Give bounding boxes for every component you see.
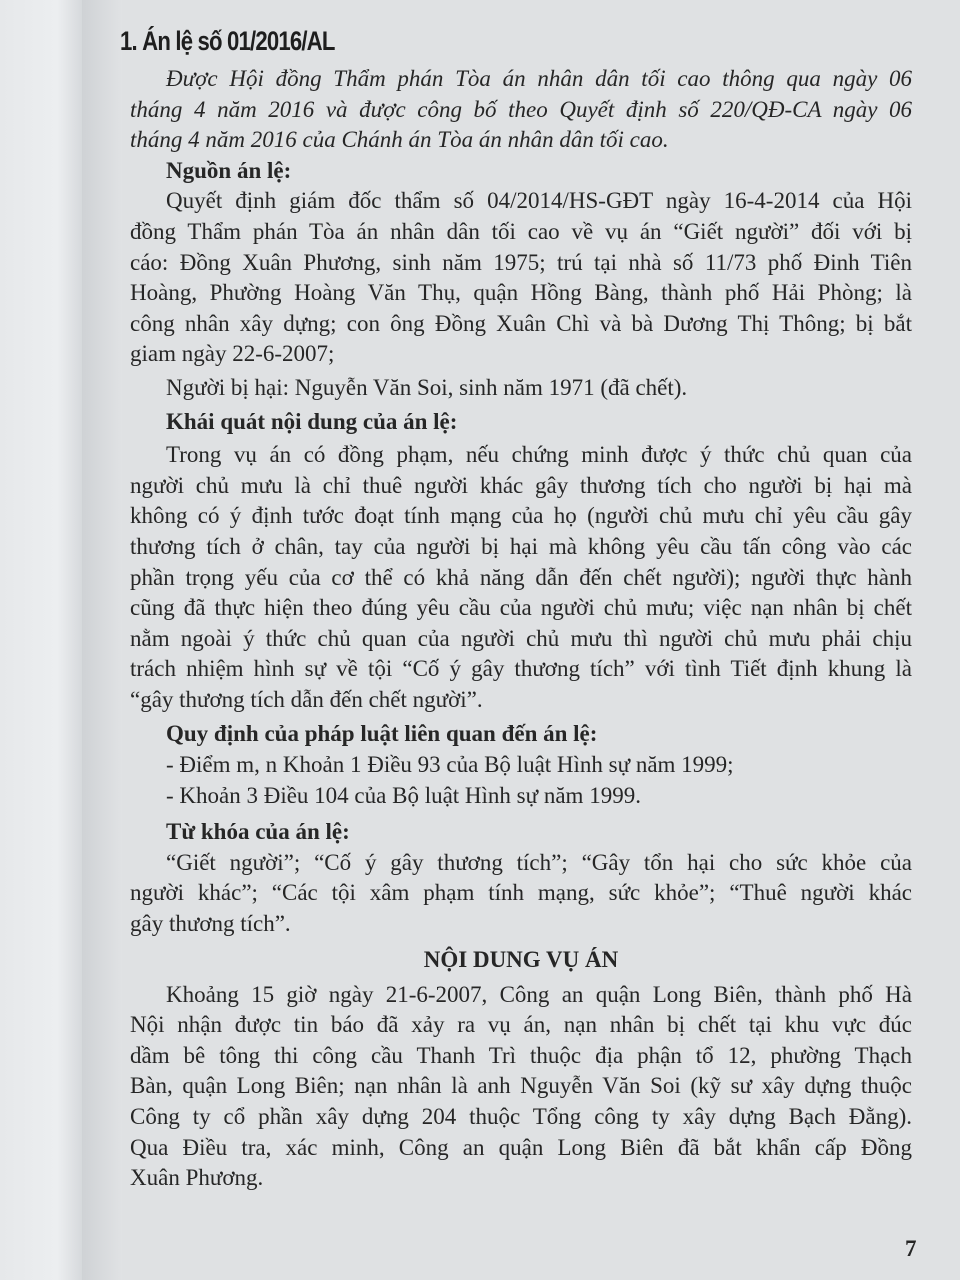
summary-paragraph xyxy=(130,440,912,715)
case-paragraph xyxy=(130,980,912,1194)
book-gutter xyxy=(82,0,122,1280)
adjacent-page-edge xyxy=(0,0,82,1280)
summary-line: Trong vụ án có đồng phạm, nếu chứng minh được ý thức chủ quan của xyxy=(166,442,912,468)
summary-line: nằm ngoài ý thức chủ quan của người chủ mưu thì người chủ mưu phải chịu xyxy=(130,625,912,651)
summary-line: thương tích ở chân, tay của người bị hại mà không yêu cầu tấn công vào các xyxy=(130,533,912,559)
case-line: dầm bê tông thi công cầu Thanh Trì thuộc địa phận tổ 12, phường Thạch xyxy=(130,1042,912,1068)
section-title: 1. Án lệ số 01/2016/AL xyxy=(120,26,335,56)
summary-line: “gây thương tích dẫn đến chết người”. xyxy=(130,686,483,712)
page-number: 7 xyxy=(905,1236,917,1261)
source-line: giam ngày 22-6-2007; xyxy=(130,341,335,367)
keyword-line: người khác”; “Các tội xâm phạm tính mạng, sức khỏe”; “Thuê người khác xyxy=(130,880,912,906)
source-paragraph xyxy=(130,186,912,370)
law-list xyxy=(130,750,912,811)
intro-line: tháng 4 năm 2016 và được công bố theo Quyết định số 220/QĐ-CA ngày 06 xyxy=(130,96,912,122)
source-line: Quyết định giám đốc thẩm số 04/2014/HS-GĐT ngày 16-4-2014 của Hội xyxy=(166,188,912,214)
intro-line: tháng 4 năm 2016 của Chánh án Tòa án nhân dân tối cao. xyxy=(130,127,669,153)
case-heading: NỘI DUNG VỤ ÁN xyxy=(423,946,619,972)
law-item: - Khoản 3 Điều 104 của Bộ luật Hình sự năm 1999. xyxy=(166,782,641,808)
case-line: Bàn, quận Long Biên; nạn nhân là anh Nguyễn Văn Soi (kỹ sư xây dựng thuộc xyxy=(130,1073,912,1099)
summary-line: phần trọng yếu của cơ thể có khả năng dẫn đến chết người); người thực hành xyxy=(130,564,912,590)
summary-line: trách nhiệm hình sự về tội “Cố ý gây thương tích” với tình Tiết định khung là xyxy=(130,656,912,682)
intro-line: Được Hội đồng Thẩm phán Tòa án nhân dân tối cao thông qua ngày 06 xyxy=(166,66,912,91)
case-line: Khoảng 15 giờ ngày 21-6-2007, Công an quận Long Biên, thành phố Hà xyxy=(166,981,912,1007)
law-item: - Điểm m, n Khoản 1 Điều 93 của Bộ luật Hình sự năm 1999; xyxy=(166,752,734,778)
summary-line: cũng đã thực hiện theo đúng yêu cầu của người chủ mưu; việc nạn nhân bị chết xyxy=(130,595,912,621)
case-line: Xuân Phương. xyxy=(130,1165,264,1191)
document-page xyxy=(120,22,912,1194)
case-line: Qua Điều tra, xác minh, Công an quận Long Biên đã bắt khẩn cấp Đồng xyxy=(130,1134,912,1160)
victim-line: Người bị hại: Nguyễn Văn Soi, sinh năm 1971 (đã chết). xyxy=(166,374,688,400)
source-heading: Nguồn án lệ: xyxy=(166,157,292,183)
source-line: đồng Thẩm phán Tòa án nhân dân tối cao về vụ án “Giết người” đối với bị xyxy=(130,218,912,244)
keywords-heading: Từ khóa của án lệ: xyxy=(166,819,350,845)
summary-line: không có ý định tước đoạt tính mạng của họ (người chủ mưu chỉ yêu cầu gây xyxy=(130,503,912,529)
law-heading: Quy định của pháp luật liên quan đến án lệ: xyxy=(166,721,598,747)
summary-heading: Khái quát nội dung của án lệ: xyxy=(166,408,458,434)
source-line: công nhân xây dựng; con ông Đồng Xuân Chì và bà Dương Thị Thông; bị bắt xyxy=(130,310,912,336)
intro-paragraph xyxy=(130,64,912,156)
source-line: cáo: Đồng Xuân Phương, sinh năm 1975; trú tại nhà số 11/73 phố Đinh Tiên xyxy=(130,249,912,275)
keyword-line: “Giết người”; “Cố ý gây thương tích”; “Gây tổn hại cho sức khỏe của xyxy=(166,849,912,875)
case-line: Nội nhận được tin báo đã xảy ra vụ án, nạn nhân bị chết tại khu vực đúc xyxy=(130,1012,912,1038)
source-line: Hoàng, Phường Hoàng Văn Thụ, quận Hồng Bàng, thành phố Hải Phòng; là xyxy=(130,280,912,306)
summary-line: người chủ mưu là chỉ thuê người khác gây thương tích cho người bị hại mà xyxy=(130,472,912,498)
case-line: Công ty cổ phần xây dựng 204 thuộc Tổng công ty xây dựng Bạch Đằng). xyxy=(130,1104,912,1129)
keywords-paragraph xyxy=(130,848,912,940)
keyword-line: gây thương tích”. xyxy=(130,911,291,937)
